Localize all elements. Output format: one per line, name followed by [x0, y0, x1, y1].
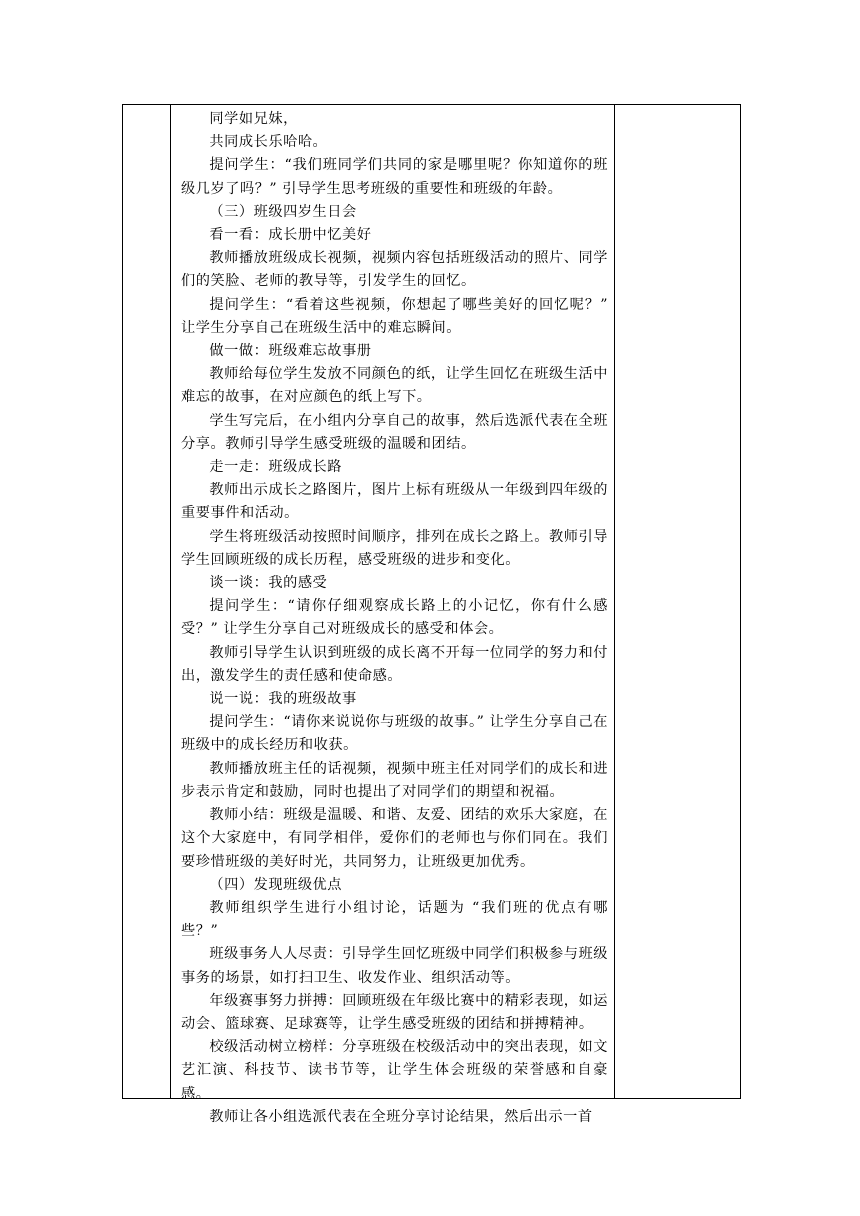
content-paragraph: 学生将班级活动按照时间顺序，排列在成长之路上。教师引导学生回顾班级的成长历程，感受班级的进步和变化。 [181, 528, 608, 568]
content-paragraph: 校级活动树立榜样：分享班级在校级活动中的突出表现，如文艺汇演、科技节、读书节等，让学生体会班级的荣誉感和自豪感。 [181, 1039, 608, 1102]
lesson-plan-table [122, 104, 741, 1125]
content-paragraph: 共同成长乐哈哈。 [209, 134, 328, 151]
content-paragraph: 提问学生：“请你来说说你与班级的故事。” 让学生分享自己在班级中的成长经历和收获。 [181, 714, 608, 754]
content-paragraph: 教师出示成长之路图片，图片上标有班级从一年级到四年级的重要事件和活动。 [181, 482, 608, 522]
content-paragraph: 做一做：班级难忘故事册 [209, 343, 372, 360]
content-paragraph: 谈一谈：我的感受 [209, 575, 328, 592]
content-paragraph: 教师让各小组选派代表在全班分享讨论结果，然后出示一首 [209, 1108, 593, 1125]
content-paragraph: 提问学生：“看着这些视频，你想起了哪些美好的回忆呢？” 让学生分享自己在班级生活中的难忘瞬间。 [181, 296, 608, 336]
content-paragraph: 同学如兄妹， [209, 111, 298, 127]
content-paragraph: 教师引导学生认识到班级的成长离不开每一位同学的努力和付出，激发学生的责任感和使命感。 [181, 644, 608, 684]
content-paragraph: 教师给每位学生发放不同颜色的纸，让学生回忆在班级生活中难忘的故事，在对应颜色的纸上写下。 [181, 366, 608, 406]
content-paragraph: 年级赛事努力拼搏：回顾班级在年级比赛中的精彩表现，如运动会、篮球赛、足球赛等，让学生感受班级的团结和拼搏精神。 [181, 992, 608, 1032]
content-paragraph: （三）班级四岁生日会 [209, 203, 357, 220]
content-paragraph: 班级事务人人尽责：引导学生回忆班级中同学们积极参与班级事务的场景，如打扫卫生、收发作业、组织活动等。 [181, 946, 608, 986]
content-paragraph: 看一看：成长册中忆美好 [209, 227, 372, 244]
left-column-cell [123, 105, 171, 1099]
content-paragraph: 教师播放班主任的话视频，视频中班主任对同学们的成长和进步表示肯定和鼓励，同时也提出了对同学们的期望和祝福。 [181, 760, 608, 800]
content-paragraph: 说一说：我的班级故事 [209, 691, 357, 708]
content-paragraph: 走一走：班级成长路 [209, 459, 343, 476]
content-paragraph: 教师播放班级成长视频，视频内容包括班级活动的照片、同学们的笑脸、老师的教导等，引发学生的回忆。 [181, 250, 608, 290]
content-paragraph: 提问学生：“我们班同学们共同的家是哪里呢？你知道你的班级几岁了吗？” 引导学生思考班级的重要性和班级的年龄。 [181, 157, 608, 197]
content-paragraph: 教师小结：班级是温暖、和谐、友爱、团结的欢乐大家庭，在这个大家庭中，有同学相伴，爱你们的老师也与你们同在。我们要珍惜班级的美好时光，共同努力，让班级更加优秀。 [181, 807, 608, 870]
lesson-content [171, 105, 614, 1125]
content-cell [171, 105, 615, 1125]
content-paragraph: 提问学生：“请你仔细观察成长路上的小记忆，你有什么感受？” 让学生分享自己对班级成长的感受和体会。 [181, 598, 608, 638]
content-paragraph: 教师组织学生进行小组讨论，话题为 “我们班的优点有哪些？” [181, 899, 608, 940]
table-row [123, 105, 741, 1099]
content-paragraph: （四）发现班级优点 [209, 876, 343, 893]
content-paragraph: 学生写完后，在小组内分享自己的故事，然后选派代表在全班分享。教师引导学生感受班级的温暖和团结。 [181, 412, 608, 452]
notes-column-cell [615, 105, 741, 1099]
